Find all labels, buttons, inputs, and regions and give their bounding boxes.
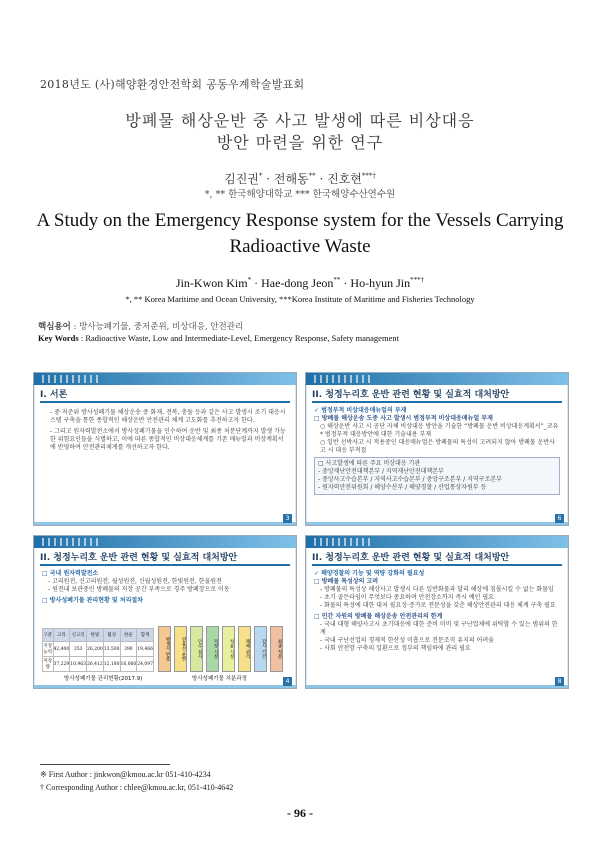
- title-english-line2: Radioactive Waste: [229, 236, 371, 257]
- slide-subheading: □ 방사성폐기물 관리현황 및 처리절차: [42, 597, 143, 604]
- table-cell: 353: [70, 642, 87, 657]
- slide-title: II. 청정누리호 운반 관련 현황 및 실효적 대처방안: [40, 553, 238, 563]
- table-cell: 저장량: [43, 657, 54, 672]
- author-3-en-mark: ***†: [410, 276, 425, 284]
- title-korean-line2: 방안 마련을 위한 연구: [216, 133, 384, 152]
- affiliation-korean: *, ** 한국해양대학교 *** 한국해양수산연수원: [204, 189, 396, 200]
- table-cell: 10,963: [70, 657, 87, 672]
- slide-line: ○ 일반 선박사고 시 적용중인 대응매뉴얼은 방폐물의 특성이 고려되지 않아 방폐물 운반사고 시 대응 부적절: [320, 439, 555, 454]
- process-step: 저장 시설: [206, 626, 219, 672]
- keywords-english-text: Radioactive Waste, Low and Intermediate-Level, Emergency Response, Safety management: [85, 333, 399, 343]
- author-1-mark: *: [258, 172, 263, 180]
- author-2-en: Hae-dong Jeon: [261, 276, 334, 290]
- table-cell: 12,180: [103, 657, 120, 672]
- slide-line: - 국내 대형 해양사고시 초기대응에 대한 준비 미비 및 구난업체에 위탁할 수 있는 범위의 한계: [320, 621, 558, 636]
- footnote-divider: [40, 764, 170, 765]
- table-cell: 한빛: [87, 629, 104, 642]
- author-2-en-mark: **: [333, 276, 341, 284]
- slide-page-number: 3: [283, 514, 292, 523]
- box-line: - 중앙재난안전대책본부 / 지역재난안전대책본부: [318, 468, 444, 475]
- slide-introduction: [33, 372, 297, 526]
- process-step: 전용선 운반: [174, 626, 187, 672]
- author-2: 전해동: [273, 172, 309, 186]
- slide-heading: □ 국내 원자력발전소: [42, 570, 99, 577]
- slide-heading: ✓ 해양경찰의 기능 및 역량 강화의 필요성: [314, 570, 425, 577]
- slide-bullet: - 그리고 원자력발전소에서 방사성폐기물을 인수하여 운반 및 최종 처분단계까지 발생 가능한 위험요인들을 식별하고, 이에 따른 종합적인 비상대응체계를 기존 매뉴얼과 비상계획서에 반영하여 안전관리체계를 개선하고자 한다.: [50, 428, 286, 451]
- slide-subheading: □ 민간 자원의 방폐물 해상운송 안전관리의 한계: [314, 613, 443, 620]
- process-step: 감시 기간: [254, 626, 267, 672]
- table-cell: 13,500: [103, 642, 120, 657]
- table-cell: 월성: [103, 629, 120, 642]
- keywords-korean-label: 핵심용어: [38, 322, 71, 332]
- slide-title: I. 서론: [40, 390, 68, 400]
- slide-line: - 원전내 보관중인 방폐물의 저장 공간 부족으로 경주 방폐장으로 이동: [48, 586, 230, 593]
- process-caption: 방사성폐기물 처분과정: [192, 676, 247, 682]
- process-step: 폐쇄 관리: [238, 626, 251, 672]
- box-line: - 중앙사고수습본부 / 지역사고수습본부 / 중앙구조본부 / 지역구조본부: [318, 476, 502, 483]
- table-cell: 한울: [120, 629, 137, 642]
- authors-korean: [0, 170, 600, 187]
- author-3-mark: ***†: [361, 172, 376, 180]
- table-cell: 저장능력: [43, 642, 54, 657]
- footnote-first-author: ※ First Author : jinkwon@kmou.ac.kr 051-410-4234: [40, 770, 211, 779]
- slide-page-number: 6: [555, 514, 564, 523]
- slide-line: - 방폐물의 특성상 해상사고 발생시 다른 일반화물과 달리 해상에 침몰시킬 수 없는 화물임: [320, 586, 554, 593]
- slide-line: * 범정부적 대응방안에 대한 기술내용 부재: [320, 431, 432, 438]
- waste-status-table: [42, 628, 154, 672]
- table-header-row: [43, 629, 154, 642]
- author-2-mark: **: [308, 172, 316, 180]
- slide-status: [33, 535, 297, 689]
- slide-line: ○ 해상운반 사고 시 공단 자체 비상대응 방안을 기술한 “방폐물 운반 비상대응계획서”_코유: [320, 423, 559, 430]
- table-cell: 16,060: [120, 657, 137, 672]
- table-cell: 390: [120, 642, 137, 657]
- author-1-en-mark: *: [247, 276, 252, 284]
- table-cell: 신고리: [70, 629, 87, 642]
- authors-english: [0, 276, 600, 291]
- affiliation-english: *, ** Korea Maritime and Ocean University, ***Korea Institute of Maritime and Fisheries Technology: [125, 294, 475, 304]
- slide-line: - 국내 구난선업의 경제적 한산성 미흡으로 전문조직 유지의 어려움: [320, 637, 494, 644]
- page-number: - 96 -: [287, 806, 313, 820]
- table-row: [43, 657, 154, 672]
- slide-subheading: □ 방폐물 해상운송 도중 사고 발생시 범정부적 비상대응매뉴얼 부재: [314, 415, 493, 422]
- keywords-english-label: Key Words: [38, 333, 79, 343]
- author-3-en: Ho-hyun Jin: [350, 276, 411, 290]
- slide-page-number: 4: [283, 677, 292, 686]
- slide-title: II. 청정누리호 운반 관련 현황 및 실효적 대처방안: [312, 553, 510, 563]
- table-caption: 방사성폐기물 관리현황(2017.9): [64, 676, 143, 682]
- slide-coast-guard: [305, 535, 569, 689]
- table-cell: 42,400: [53, 642, 70, 657]
- slide-line: - 사회 안전망 구축의 일환으로 정부의 책임하에 관리 필요: [320, 645, 471, 652]
- box-line: □ 사고발생에 따른 주요 비상대응 기관: [318, 460, 421, 467]
- title-korean-line1: 방폐물 해상운반 중 사고 발생에 따른 비상대응: [125, 111, 475, 130]
- table-cell: 고리: [53, 629, 70, 642]
- slide-topbar: [34, 373, 296, 385]
- keywords-sep: :: [70, 322, 80, 332]
- agencies-box: [314, 457, 560, 495]
- slide-line: - 화물의 특성에 대한 대처 필요성·증가로 전문성을 갖춘 해상안전관리 대응 체계 구축 필요: [320, 602, 556, 609]
- table-cell: 26,200: [87, 642, 104, 657]
- table-cell: 37,229: [53, 657, 70, 672]
- process-step: 처분 시설: [222, 626, 235, 672]
- slide-subheading: □ 방폐물 특성상의 고려: [314, 578, 379, 585]
- author-sep: ·: [251, 276, 262, 290]
- table-cell: 26,412: [87, 657, 104, 672]
- table-cell: 합계: [137, 629, 154, 642]
- author-sep: ·: [315, 172, 328, 186]
- process-step: 발생지 반출: [158, 626, 171, 672]
- slide-line: - 초기 골든타임이 무엇보다 중요하며 안전장소까지 즉시 예인 필요: [320, 594, 494, 601]
- table-cell: 24,097: [137, 657, 154, 672]
- slide-line: - 고리원전, 신고리원전, 월성원전, 신월성원전, 한빛원전, 한울원전: [48, 578, 222, 585]
- process-step: 인수 검사: [190, 626, 203, 672]
- author-sep: ·: [340, 276, 351, 290]
- keywords-korean: [38, 320, 243, 332]
- conference-header: 2018년도 (사)해양환경안전학회 공동우계학술발표회: [40, 78, 305, 91]
- author-3: 진호현: [327, 172, 362, 186]
- table-cell: 19,466: [137, 642, 154, 657]
- footnote-corresponding-author: † Corresponding Author : chlee@kmou.ac.kr, 051-410-4642: [40, 783, 234, 792]
- slide-page-number: 8: [555, 677, 564, 686]
- slide-emergency-manual: [305, 372, 569, 526]
- slide-title: II. 청정누리호 운반 관련 현황 및 실효적 대처방안: [312, 390, 510, 400]
- author-1-en: Jin-Kwon Kim: [175, 276, 248, 290]
- table-cell: 구분: [43, 629, 54, 642]
- slide-bullet: - 중·저준위 방사성폐기물 해상운송 중 화재, 전복, 충돌 등과 같은 사고 발생시 조기 대응시스템 구축을 통한 종합적인 해상운반 안전관리 체계 고도화를 추진하고자 한다.: [50, 409, 286, 424]
- keywords-sep: :: [78, 333, 86, 343]
- title-english-line1: A Study on the Emergency Response system for the Vessels Carrying: [36, 210, 564, 231]
- author-1: 김진권: [224, 172, 259, 186]
- keywords-korean-text: 방사능폐기물, 중저준위, 비상대응, 안전관리: [79, 322, 244, 332]
- table-row: [43, 642, 154, 657]
- slide-heading: ✓ 범정부적 비상대응매뉴얼의 부재: [314, 407, 407, 414]
- author-sep: ·: [262, 172, 274, 186]
- box-line: - 원자력안전위원회 / 해양수산부 / 해양경찰 / 산업통상자원부 등: [318, 484, 487, 491]
- process-step: 최종 처분: [270, 626, 283, 672]
- keywords-english: [38, 333, 399, 343]
